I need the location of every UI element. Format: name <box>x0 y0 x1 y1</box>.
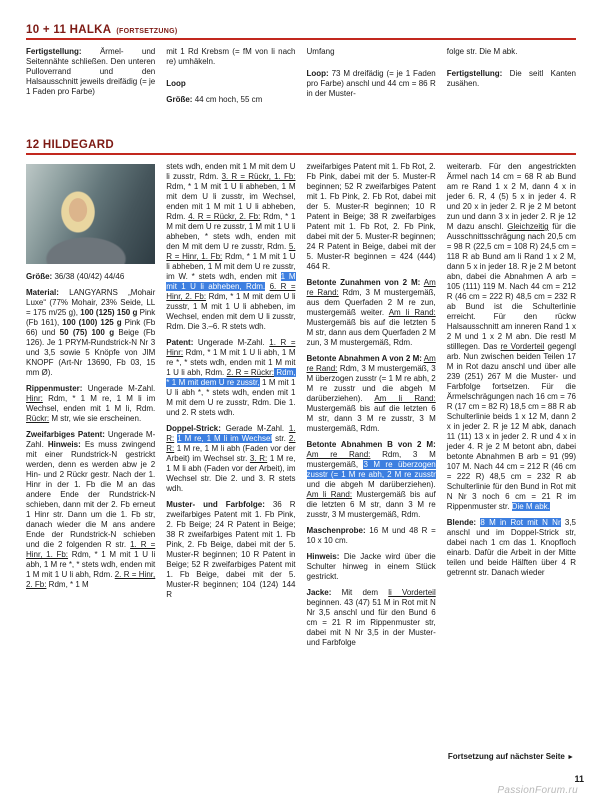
paragraph <box>307 354 436 434</box>
text-run: Am li Rand: <box>374 394 436 403</box>
highlighted-text: 8 M in Rot mit N Nr <box>480 518 561 527</box>
text-run: 3,5 anschl und im Doppel-Strick str, dabei nach 1 cm das 1. Knopfloch einarb. Dafür die Arbeit in der Mitte teilen und beide Hälften über 4 R getrennt str. Danach wieder <box>446 518 576 577</box>
text-run: Mustergemäß bis auf die letzten 5 M str, dann aus dem Querfaden 2 M zun, 3 M mustergemäß, Rdm. <box>306 318 436 347</box>
paragraph <box>26 430 155 590</box>
text-run: li Vorderteil <box>388 588 436 597</box>
paragraph <box>26 288 155 378</box>
highlighted-text: Die M abk. <box>511 502 550 511</box>
text-run: 1. R: <box>166 424 296 443</box>
text-run: Rdm, * 1 M mit dem U li zusstr, 1 M mit 1 U li abheben, im Wechsel, enden mit dem U li zusstr, Rdm. Die 3.–6. R stets wdh. <box>166 292 296 331</box>
section-header-hildegard <box>26 139 576 155</box>
text-run: Rdm, * 1 M mit 1 U li abheben, 1 M mit dem U re zusstr, im W. * stets wdh, enden mit <box>166 252 296 281</box>
bold-label: Hinweis: <box>306 552 340 561</box>
text-column-2 <box>166 162 295 760</box>
paragraph <box>447 69 576 89</box>
text-run: Die seitl Kanten zusähen. <box>446 69 576 88</box>
text-run: beginnen. 43 (47) 51 M in Rot mit N Nr 3,5 anschl und für den Bund 6 cm = 21 R im Rippenmuster str, dabei mit N Nr 3,5 in der Muster- und Farbfolge <box>306 598 436 647</box>
bold-label: Betonte Abnahmen B von 2 M: <box>306 440 436 449</box>
paragraph <box>307 278 436 348</box>
paragraph <box>447 47 576 57</box>
model-photo <box>26 164 155 264</box>
text-column-3 <box>307 47 436 129</box>
paragraph <box>166 79 295 89</box>
paragraph <box>166 95 295 105</box>
bold-label: Fertigstellung: <box>446 69 503 78</box>
bold-label: Material: <box>26 288 59 297</box>
continuation-text: Fortsetzung auf nächster Seite <box>447 752 565 761</box>
paragraph <box>307 552 436 582</box>
highlighted-text: Rdm, * 1 M mit dem U re zusstr, <box>166 368 296 387</box>
text-run: für die Ausschnittsschrägung nach 20,5 cm = 98 R (22,5 cm = 108 R) 24,5 cm = 118 R ab Bund am li Rand 1 x 2 M, dann 5 x in jeder 18. R je 2 M betont abn, dabei die Abnahmen A arb = 105 (111) 119 M. Nach 44 cm = 212 R (46 cm = 222 R) 48,5 cm = 232 R ab Bund ist die Schulterlinie erreicht. Für den rückw Halsausschnitt am inneren Rand 1 x 2 M und 1 x 2 M abn. Die restl M stilllegen. Das <box>446 222 576 351</box>
text-run: 3. R = Rückr, 1. Fb: <box>221 172 296 181</box>
bold-label: Blende: <box>446 518 477 527</box>
text-run: Mit dem <box>331 588 389 597</box>
paragraph <box>166 500 295 600</box>
text-column-1 <box>26 47 155 129</box>
text-run: 6. R = Hinr, 2. Fb: <box>166 282 296 301</box>
text-column-4 <box>447 47 576 129</box>
text-run: weiterarb. Für den angestrickten Ärmel nach 14 cm = 68 R ab Bund am re Rand 1 x 2 M, dann 4 x in jeder 6. R, 4 (5) 5 x in jeder 4. R und 20 x in jeder 2. R je 2 M betont zun und dann 3 x in jeder 2. R je 12 M dazu anschl. <box>446 162 576 231</box>
paragraph <box>307 526 436 546</box>
text-run: Rdm, * 1 M mit 1 U li abh, 1 M re *, * stets wdh, enden mit 1 M mit 1 U li abh, Rdm. <box>166 348 296 377</box>
text-run: 44 cm hoch, 55 cm <box>192 95 263 104</box>
text-run: LANGYARNS „Mohair Luxe“ (77% Mohair, 23% Seide, LL = 175 m/25 g), <box>26 288 156 317</box>
text-run: Mustergemäß bis auf die letzten 6 M str, dann 3 M re zusstr, 3 M mustergemäß, Rdm. <box>306 490 436 519</box>
bold-label: Jacke: <box>306 588 332 597</box>
text-run: re Vorderteil <box>500 342 545 351</box>
text-run: 1 M re, 1 M li abh (Faden vor der Arbeit) im Wechsel str. <box>166 444 296 463</box>
paragraph <box>26 47 155 97</box>
text-run: Pink (Fb 66) und <box>26 318 156 337</box>
text-run: Die Jacke wird über die Schulter hinweg in einem Stück gestrickt. <box>306 552 436 581</box>
text-run: mit 1 Rd Krebsm (= fM von li nach re) umhäkeln. <box>166 47 296 66</box>
highlighted-text: 3 M re überzogen zusstr (= 1 M re abh, 2 M re zusstr <box>306 460 436 479</box>
text-run: 5. R = Hinr, 1. Fb: <box>166 242 296 261</box>
page-number: 11 <box>574 774 584 784</box>
text-run: Gleichzeitig <box>507 222 549 231</box>
text-run: Rdm, 3 M mustergemäß, aus dem Querfaden 2 M re zun, mustergemäß weiter. <box>306 288 436 317</box>
text-run: Am re Rand: <box>306 278 436 297</box>
text-run: Rdm, * 1 M <box>46 580 89 589</box>
text-run: 2. R = Hinr, 2. Fb: <box>26 570 156 589</box>
paragraph <box>26 384 155 424</box>
text-run: und die abgeh M darüberziehen). <box>306 480 436 489</box>
section-title-halka: 10 + 11 HALKA <box>26 24 112 36</box>
section-header-halka <box>26 24 576 40</box>
text-run: Am re Rand: <box>306 450 371 459</box>
text-run: 3. R: <box>249 454 268 463</box>
bold-label: Loop: <box>306 69 329 78</box>
arrow-right-icon: ► <box>567 754 574 761</box>
text-run: 36 R zweifarbiges Patent mit 1. Fb Pink, 2. Fb Beige; 24 R Patent in Beige; 38 R zweifarbiges Patent mit 1. Fb Pink, 2. Fb Beige, dabei mit der 5. Muster-R beginnen; 10 R Patent in Beige; 52 R zweifarbiges Patent mit 1. Fb Beige, dabei mit der 5. Muster-R beginnen; 104 (124) 144 R <box>166 500 296 599</box>
text-run: zweifarbiges Patent mit 1. Fb Rot, 2. Fb Pink, dabei mit der 5. Muster-R beginnen; 52 R zweifarbiges Patent mit 1. Fb Pink, 2. Fb Rot, dabei mit der 5. Muster-R beginnen; 10 R Patent in Beige; 38 R zweifarbiges Patent mit 1. Fb Rot, 2. Fb Pink, dabei mit der 5. Muster-R beginnen; 24 R Patent in Beige, dabei mit der 5. Muster-R beginnen = 424 (444) 464 R. <box>306 162 436 271</box>
bold-label: Betonte Zunahmen von 2 M: <box>306 278 421 287</box>
section-title-hildegard: 12 HILDEGARD <box>26 139 114 151</box>
paragraph <box>166 338 295 418</box>
text-run: Gerade M-Zahl. <box>220 424 289 433</box>
text-column-1 <box>26 162 155 760</box>
text-run: 4. R = Rückr, 2. Fb: <box>188 212 261 221</box>
paragraph <box>166 424 295 494</box>
paragraph <box>307 162 436 272</box>
paragraph <box>447 518 576 578</box>
highlighted-text: 1 M mit 1 U li abheben, Rdm. <box>166 272 296 291</box>
bold-label: 100 (125) 150 g <box>80 308 138 317</box>
text-run: gegengl arb. Nun zwischen beiden Teilen 17 M in Rot dazu anschl und über alle 239 (251) 267 M die Muster- und Farbfolge fortsetzen. Für die Ärmelschrägungen nach 16 cm = 76 R (17 cm = 82 R) 18,5 cm = 88 R ab Schulterlinie beids 1 x 12 M, dann 2 x in jeder 2. R je 12 M abk, danach 11 (11) 13 x in jeder 2. R und 4 x in jeder 4. R je 2 M betont abn, dabei betonte Abnahmen B arb = 91 (99) 107 M. Nach 44 cm = 212 R (46 cm = 222 R) 48,5 cm = 232 R ab Schulterlinie für den Bund in Rot mit N Nr 3 noch 6 cm = 21 R im Rippenmuster str. <box>446 342 576 511</box>
text-run: Rdm, * 1 M mit 1 U li abh, 1 M re *, * stets wdh, enden mit 1 M mit 1 U li abh, Rdm. <box>26 550 156 579</box>
text-run: Umfang <box>306 47 335 56</box>
highlighted-text: 1 M re, 1 M li im Wechsel <box>177 434 273 443</box>
bold-label: Maschenprobe: <box>306 526 366 535</box>
text-run: 1 M re, 1 M li abh (Faden vor der Arbeit), im Wechsel str. Die 2. und 3. R stets wdh. <box>166 454 296 493</box>
halka-columns <box>26 47 576 129</box>
text-run: Ungerade M-Zahl. <box>193 338 270 347</box>
text-run: Rdm, 3 M mustergemäß, 3 M überzogen zusstr (= 1 M re abh, 2 M re zusstr und die abgeh M darüberziehen). <box>306 364 436 403</box>
paragraph <box>307 440 436 520</box>
text-run: Rdm, * 1 M re, 1 M li im Wechsel, enden mit 1 M li, Rdm. <box>26 394 156 413</box>
text-run: 16 M und 48 R = 10 x 10 cm. <box>306 526 436 545</box>
text-run: stets wdh, enden mit 1 M mit dem U li zusstr, Rdm. <box>166 162 296 181</box>
text-run: Ärmel- und Seitennähte schließen. Den unteren Pulloverrand und den Halsausschnitt jeweils dreifädig (= je 1 Faden pro Farbe) <box>26 47 156 96</box>
paragraph <box>307 69 436 99</box>
text-run: str. <box>272 434 289 443</box>
text-run: Am li Rand: <box>306 490 353 499</box>
hildegard-columns <box>26 162 576 760</box>
text-run: Ungerade M-Zahl. <box>26 430 156 449</box>
paragraph <box>307 588 436 648</box>
text-run: Rdm, 3 M mustergemäß, <box>306 450 436 469</box>
text-column-4 <box>447 162 576 760</box>
text-run: Am li Rand: <box>388 308 436 317</box>
text-run: 36/38 (40/42) 44/46 <box>52 272 125 281</box>
text-run: Es muss zwingend mit einer Rundstrick-N gestrickt werden, denn es werden abw je 2 Hin- und 2 Rückr gestr. Nach der 1. Hinr in der 1. Fb die M an das andere Ende der Rundstrick-N schieben, dann mit der 2. Fb erneut 1 Hinr str. Dann um die 1. Fb str, danach wieder die M ans andere Ende der Rundstrick-N schieben und die 2 folgenden R str. <box>26 440 156 549</box>
text-run: Rdm, * 1 M mit 1 U li abheben, 1 M mit dem U li zusstr, im Wechsel, enden mit 1 M mit 1 U li abheben, Rdm. <box>166 182 296 221</box>
section-subtitle-fortsetzung: (FORTSETZUNG) <box>116 28 178 35</box>
bold-label: Hinweis: <box>47 440 81 449</box>
text-run: Am re Rand: <box>306 354 436 373</box>
text-run: Rückr: <box>26 414 50 423</box>
bold-label: Doppel-Strick: <box>166 424 221 433</box>
paragraph <box>447 162 576 512</box>
text-column-2 <box>166 47 295 129</box>
text-run: Pink (Fb 161), <box>26 308 156 327</box>
text-run: 2. R = Rückr: <box>226 368 275 377</box>
bold-label: Muster- und Farbfolge: <box>166 500 265 509</box>
bold-label: Patent: <box>166 338 194 347</box>
text-run: Hinr: <box>26 394 43 403</box>
paragraph <box>166 162 295 332</box>
bold-label: Betonte Abnahmen A von 2 M: <box>306 354 422 363</box>
watermark: PassionForum.ru <box>497 785 578 796</box>
text-run: 1. R = Hinr, 1. Fb: <box>26 540 156 559</box>
continuation-note <box>448 752 574 761</box>
bold-label: Loop <box>166 79 186 88</box>
text-column-3 <box>307 162 436 760</box>
text-run: Beige (Fb 126). Je 1 PRYM-Rundstrick-N Nr 3 und 3,5 sowie 5 Knöpfe von JIM KNOPF (Art-Nr 13690, Fb 03, 15 mm Ø). <box>26 328 156 377</box>
bold-label: Zweifarbiges Patent: <box>26 430 105 439</box>
text-run: M str, wie sie erscheinen. <box>49 414 142 423</box>
text-run: Rdm, * 1 M mit dem U re zusstr, 1 M mit 1 U li abheben, * stets wdh, enden mit den M mit dem U re zusstr, Rdm. <box>166 212 296 251</box>
bold-label: Größe: <box>26 272 53 281</box>
bold-label: Fertigstellung: <box>26 47 82 56</box>
bold-label: 100 (100) 125 g <box>62 318 122 327</box>
bold-label: 50 (75) 100 g <box>59 328 115 337</box>
bold-label: Rippenmuster: <box>26 384 83 393</box>
text-run: 73 M dreifädig (= je 1 Faden pro Farbe) anschl und 44 cm = 86 R in der Muster- <box>306 69 436 98</box>
paragraph <box>166 47 295 67</box>
text-run: folge str. Die M abk. <box>446 47 518 56</box>
paragraph <box>26 272 155 282</box>
text-run: Ungerade M-Zahl. <box>82 384 156 393</box>
text-run: 1. R = Hinr: <box>166 338 296 357</box>
text-run: Mustergemäß bis auf die letzten 6 M str, dann 3 M re zusstr, 3 M mustergemäß, Rdm. <box>306 404 436 433</box>
text-run: 1 M mit 1 U li abh *, * stets wdh, enden mit 1 M mit dem U re zusstr, Rdm. Die 1. und 2. R stets wdh. <box>166 378 296 417</box>
text-run: 2. R: <box>166 434 296 453</box>
paragraph <box>307 47 436 57</box>
bold-label: Größe: <box>166 95 193 104</box>
